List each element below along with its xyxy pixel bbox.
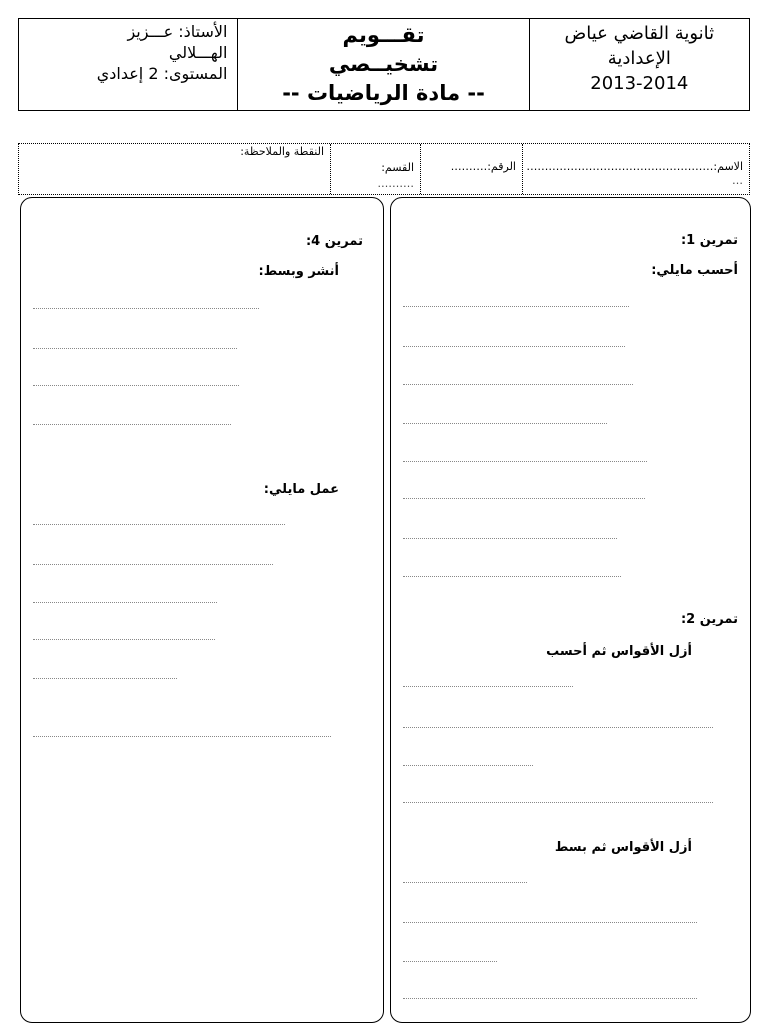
answer-line[interactable] (403, 882, 527, 883)
teacher-cell (19, 19, 238, 110)
exercise-2-title: تمرين 2: (680, 612, 738, 627)
name-label: الاسم:…………………………………………… (526, 160, 743, 173)
student-info-strip (18, 143, 750, 195)
exercise-2-instruction-2: أزل الأقواس ثم بسط (554, 840, 692, 855)
note-cell[interactable] (19, 144, 331, 194)
teacher-name-line1: الأستاذ: عـــزيز (127, 22, 228, 41)
answer-line[interactable] (403, 498, 645, 499)
answer-line[interactable] (33, 348, 237, 349)
class-cell[interactable] (331, 144, 421, 194)
answer-line[interactable] (403, 765, 533, 766)
header-table (18, 18, 750, 111)
exercise-1-title: تمرين 1: (680, 233, 738, 248)
answer-line[interactable] (403, 306, 629, 307)
answer-line[interactable] (403, 961, 497, 962)
answer-line[interactable] (33, 385, 239, 386)
class-label: القسم: (381, 161, 414, 174)
teacher-name-line2: الهـــلالي (168, 43, 228, 62)
answer-line[interactable] (403, 576, 621, 577)
exercise-1-instruction: أحسب مايلي: (651, 263, 738, 278)
exercise-4-instruction-2: عمل مايلي: (263, 482, 339, 497)
answer-line[interactable] (403, 922, 697, 923)
level-text: المستوى: 2 إعدادي (96, 64, 228, 83)
answer-line[interactable] (403, 998, 697, 999)
number-label: الرقم:………. (450, 160, 516, 173)
answer-line[interactable] (33, 639, 215, 640)
note-label: النقطة والملاحظة: (240, 145, 324, 158)
title-line1: تقـــويم (342, 23, 425, 47)
name-dots: … (732, 174, 743, 187)
answer-line[interactable] (403, 727, 713, 728)
school-name-line1: ثانوية القاضي عياض (564, 23, 715, 44)
answer-line[interactable] (33, 602, 217, 603)
answer-line[interactable] (403, 538, 617, 539)
school-cell (530, 19, 749, 110)
exercise-2-instruction-1: أزل الأقواس ثم أحسب (546, 644, 692, 659)
class-dots: ………. (377, 177, 414, 190)
exercise-box-left (20, 197, 384, 1023)
answer-line[interactable] (403, 461, 647, 462)
answer-line[interactable] (403, 686, 573, 687)
answer-line[interactable] (33, 308, 259, 309)
number-cell[interactable] (421, 144, 523, 194)
title-line2: تشخيــصي (328, 52, 439, 76)
answer-line[interactable] (403, 384, 633, 385)
answer-line[interactable] (33, 424, 231, 425)
name-cell[interactable] (523, 144, 749, 194)
answer-line[interactable] (33, 736, 331, 737)
exercise-4-title: تمرين 4: (305, 234, 363, 249)
answer-line[interactable] (403, 346, 625, 347)
answer-line[interactable] (403, 423, 607, 424)
title-cell (238, 19, 529, 110)
exercise-4-instruction-1: أنشر وبسط: (258, 264, 339, 279)
answer-line[interactable] (403, 802, 713, 803)
answer-line[interactable] (33, 524, 285, 525)
answer-line[interactable] (33, 678, 177, 679)
school-name-line2: الإعدادية (607, 48, 671, 69)
school-year: 2013-2014 (590, 73, 689, 94)
answer-line[interactable] (33, 564, 273, 565)
exercise-box-right (390, 197, 751, 1023)
title-line3: -- مادة الرياضيات -- (282, 81, 485, 105)
